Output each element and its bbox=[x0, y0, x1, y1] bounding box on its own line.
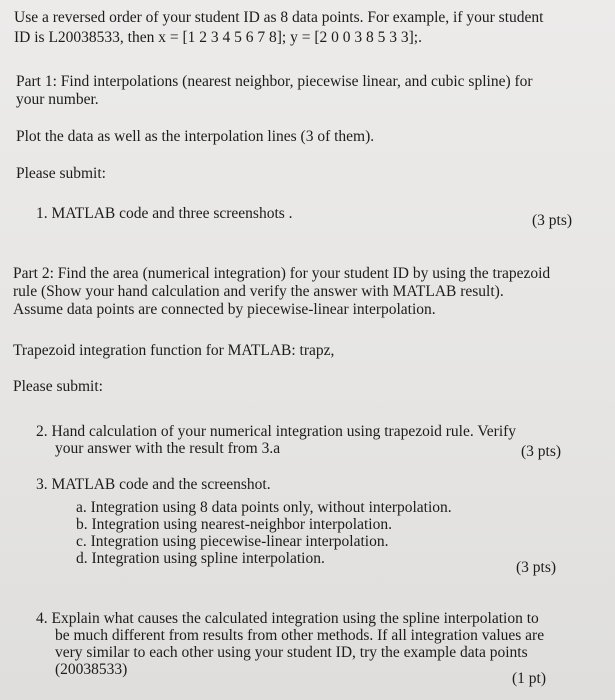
part1-plot-instruction: Plot the data as well as the interpolation lines (3 of them). bbox=[16, 128, 375, 145]
item-4-line-4: (20038533) bbox=[55, 661, 128, 678]
part1-line-1: Part 1: Find interpolations (nearest neighbor, piecewise linear, and cubic spline) for bbox=[16, 73, 533, 90]
item-4-points: (1 pt) bbox=[512, 670, 547, 687]
item-4-line-1: 4. Explain what causes the calculated integration using the spline interpolation to bbox=[36, 610, 539, 627]
part2-line-3: Assume data points are connected by piecewise-linear interpolation. bbox=[13, 301, 436, 318]
part1-line-2: your number. bbox=[16, 91, 99, 108]
part2-line-2: rule (Show your hand calculation and verify the answer with MATLAB result). bbox=[13, 283, 504, 300]
part2-line-1: Part 2: Find the area (numerical integration) for your student ID by using the trapezoid bbox=[13, 265, 551, 282]
item-2-line-1: 2. Hand calculation of your numerical integration using trapezoid rule. Verify bbox=[36, 423, 517, 440]
intro-line-2: ID is L20038533, then x = [1 2 3 4 5 6 7 8]; y = [2 0 0 3 8 5 3 3];. bbox=[14, 29, 422, 46]
item-4-line-2: be much different from results from other methods. If all integration values are bbox=[55, 627, 545, 644]
item-4-line-3: very similar to each other using your student ID, try the example data points bbox=[55, 644, 528, 661]
item-3-sub-d: d. Integration using spline interpolation. bbox=[76, 550, 325, 567]
part2-submit-heading: Please submit: bbox=[13, 378, 103, 395]
part1-item-1-points: (3 pts) bbox=[532, 212, 573, 229]
intro-line-1: Use a reversed order of your student ID as 8 data points. For example, if your student bbox=[14, 9, 544, 26]
item-2-line-2: your answer with the result from 3.a bbox=[55, 440, 281, 457]
item-3-sub-c: c. Integration using piecewise-linear interpolation. bbox=[76, 533, 389, 550]
item-3-points: (3 pts) bbox=[516, 559, 557, 576]
part2-trapz-note: Trapezoid integration function for MATLAB: trapz, bbox=[13, 342, 335, 359]
item-3-heading: 3. MATLAB code and the screenshot. bbox=[36, 476, 271, 493]
item-2-points: (3 pts) bbox=[521, 443, 562, 460]
item-3-sub-b: b. Integration using nearest-neighbor interpolation. bbox=[76, 516, 392, 533]
part1-item-1: 1. MATLAB code and three screenshots . bbox=[36, 205, 293, 222]
part1-submit-heading: Please submit: bbox=[16, 165, 106, 182]
item-3-sub-a: a. Integration using 8 data points only, without interpolation. bbox=[76, 499, 452, 516]
